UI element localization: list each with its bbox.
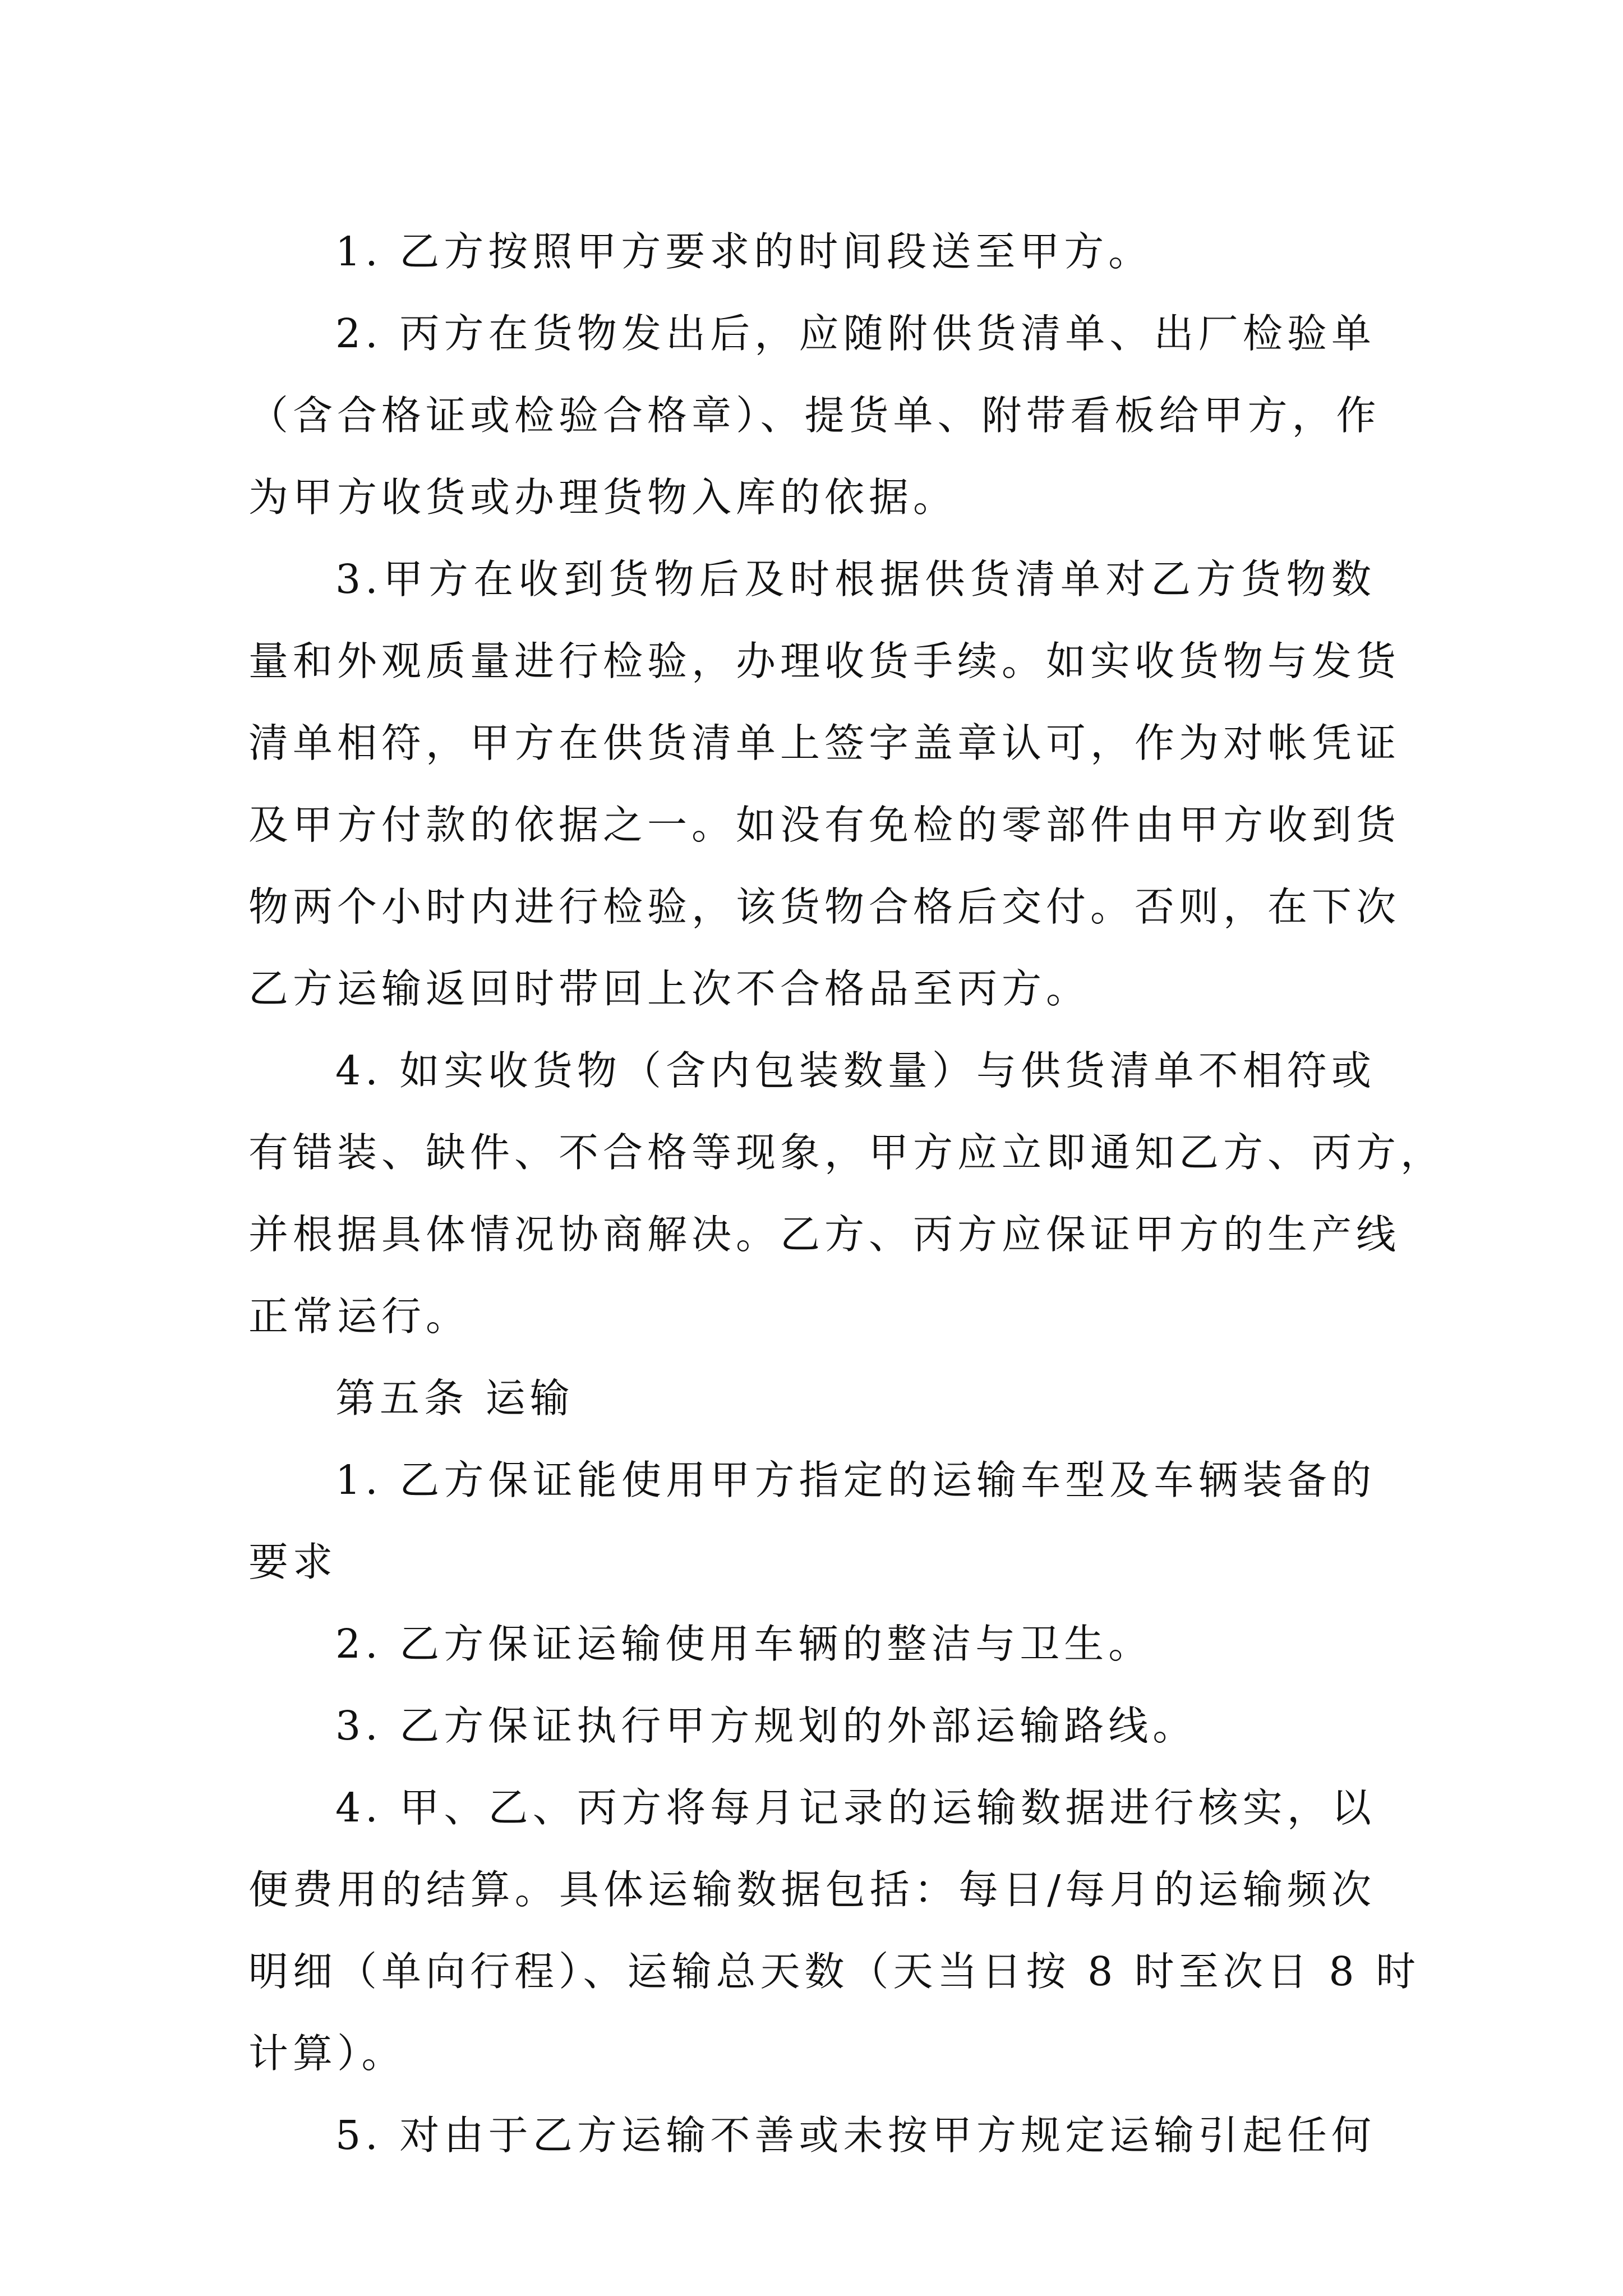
text-line: 明细（单向行程）、运输总天数（天当日按 8 时至次日 8 时 bbox=[248, 1948, 1421, 1995]
text-line: 2. 乙方保证运输使用车辆的整洁与卫生。 bbox=[335, 1621, 1153, 1667]
document-body bbox=[248, 211, 1445, 2177]
paragraph-art5-item-1 bbox=[248, 1439, 1376, 1603]
text-line: 有错装、缺件、不合格等现象，甲方应立即通知乙方、丙方， bbox=[248, 1129, 1445, 1176]
paragraph-art5-item-3 bbox=[248, 1685, 1376, 1767]
text-line: 2. 丙方在货物发出后，应随附供货清单、出厂检验单 bbox=[335, 310, 1376, 357]
text-line: 4. 如实收货物（含内包装数量）与供货清单不相符或 bbox=[335, 1047, 1376, 1094]
paragraph-item-1 bbox=[248, 211, 1376, 293]
text-line: 3. 乙方保证执行甲方规划的外部运输路线。 bbox=[335, 1703, 1197, 1749]
text-line: 计算）。 bbox=[248, 2030, 406, 2077]
text-line: 并根据具体情况协商解决。乙方、丙方应保证甲方的生产线 bbox=[248, 1211, 1401, 1258]
text-line: 5. 对由于乙方运输不善或未按甲方规定运输引起任何 bbox=[335, 2112, 1376, 2159]
text-line: 量和外观质量进行检验，办理收货手续。如实收货物与发货 bbox=[248, 638, 1401, 684]
text-line: 物两个小时内进行检验，该货物合格后交付。否则，在下次 bbox=[248, 884, 1401, 930]
text-line: 为甲方收货或办理货物入库的依据。 bbox=[248, 474, 958, 521]
text-line: 4. 甲、乙、丙方将每月记录的运输数据进行核实，以 bbox=[335, 1784, 1376, 1831]
section-heading: 第五条 运输 bbox=[335, 1375, 574, 1421]
text-line: 正常运行。 bbox=[248, 1293, 471, 1340]
text-line: 要求 bbox=[248, 1539, 338, 1585]
paragraph-item-4 bbox=[248, 1030, 1445, 1358]
text-line: 便费用的结算。具体运输数据包括：每日/每月的运输频次 bbox=[248, 1866, 1376, 1913]
text-line: 3.甲方在收到货物后及时根据供货清单对乙方货物数 bbox=[335, 556, 1376, 602]
paragraph-item-3 bbox=[248, 539, 1401, 1030]
text-line: 及甲方付款的依据之一。如没有免检的零部件由甲方收到货 bbox=[248, 802, 1401, 848]
paragraph-art5-item-5 bbox=[248, 2095, 1376, 2177]
text-line: 1. 乙方按照甲方要求的时间段送至甲方。 bbox=[335, 228, 1153, 275]
paragraph-art5-item-4 bbox=[248, 1767, 1421, 2095]
text-line: 1. 乙方保证能使用甲方指定的运输车型及车辆装备的 bbox=[335, 1457, 1376, 1503]
text-line: 清单相符，甲方在供货清单上签字盖章认可，作为对帐凭证 bbox=[248, 720, 1401, 766]
text-line: 乙方运输返回时带回上次不合格品至丙方。 bbox=[248, 965, 1091, 1012]
paragraph-art5-item-2 bbox=[248, 1603, 1376, 1685]
article-5-heading bbox=[248, 1358, 1376, 1439]
paragraph-item-2 bbox=[248, 293, 1381, 539]
text-line: （含合格证或检验合格章）、提货单、附带看板给甲方，作 bbox=[248, 392, 1381, 439]
